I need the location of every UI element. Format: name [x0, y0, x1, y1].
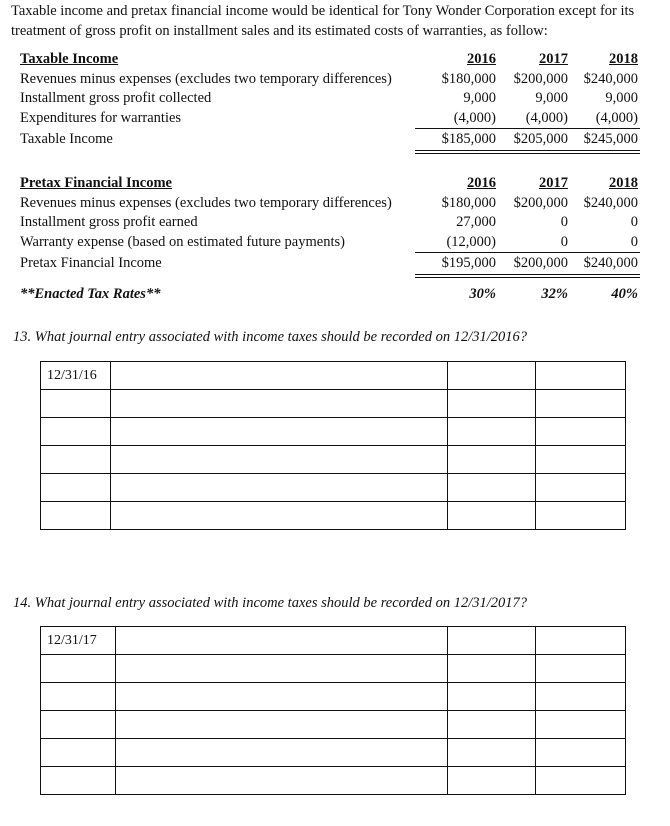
date-cell[interactable] [41, 655, 116, 683]
pretax-total-row [20, 254, 638, 274]
journal-row [41, 655, 626, 683]
debit-cell[interactable] [448, 474, 536, 502]
row-label: Revenues minus expenses (excludes two temporary differences) [20, 194, 392, 211]
journal-entry-table-2016 [40, 361, 626, 530]
journal-row [41, 390, 626, 418]
account-cell[interactable] [115, 711, 447, 739]
date-cell[interactable] [41, 446, 111, 474]
taxable-total-row [20, 130, 638, 150]
journal-row [41, 446, 626, 474]
total-value: $195,000 [441, 255, 496, 271]
credit-cell[interactable] [536, 739, 626, 767]
value: (4,000) [595, 109, 638, 126]
row-label: Installment gross profit earned [20, 214, 198, 230]
debit-cell[interactable] [448, 739, 536, 767]
question-14: 14. What journal entry associated with income taxes should be recorded on 12/31/2017? [13, 595, 528, 611]
taxable-header-row [20, 50, 638, 70]
year-2018: 2018 [609, 175, 638, 191]
taxable-row [20, 109, 638, 129]
journal-row [41, 767, 626, 795]
value: $200,000 [513, 70, 568, 87]
pretax-row [20, 194, 638, 214]
journal-row [41, 711, 626, 739]
credit-cell[interactable] [536, 767, 626, 795]
tax-rates-row [20, 285, 638, 305]
account-cell[interactable] [115, 627, 447, 655]
pretax-row [20, 233, 638, 253]
value: $240,000 [583, 194, 638, 211]
row-label: Warranty expense (based on estimated future payments) [20, 233, 345, 250]
pretax-income-schedule [20, 174, 638, 304]
journal-row [41, 627, 626, 655]
value: 0 [630, 214, 638, 230]
account-cell[interactable] [110, 390, 447, 418]
value: $180,000 [441, 194, 496, 211]
credit-cell[interactable] [536, 655, 626, 683]
date-cell[interactable] [41, 739, 116, 767]
account-cell[interactable] [110, 362, 447, 390]
pretax-title: Pretax Financial Income [20, 175, 172, 191]
journal-row [41, 418, 626, 446]
rate-2018: 40% [611, 285, 638, 302]
date-cell[interactable]: 12/31/17 [41, 627, 116, 655]
debit-cell[interactable] [448, 655, 536, 683]
value: 0 [560, 233, 568, 250]
value: 9,000 [605, 90, 638, 106]
subtotal-rule [415, 128, 640, 129]
question-13: 13. What journal entry associated with income taxes should be recorded on 12/31/2016? [13, 329, 528, 345]
year-2018: 2018 [609, 51, 638, 67]
value: $200,000 [513, 194, 568, 211]
taxable-title: Taxable Income [20, 51, 119, 67]
row-label: Installment gross profit collected [20, 90, 212, 106]
date-cell[interactable] [41, 683, 116, 711]
account-cell[interactable] [110, 418, 447, 446]
date-cell[interactable]: 12/31/16 [41, 362, 111, 390]
credit-cell[interactable] [536, 418, 626, 446]
rate-2017: 32% [541, 285, 568, 302]
year-2017: 2017 [539, 51, 568, 67]
journal-entry-table-2017 [40, 626, 626, 795]
total-value: $205,000 [513, 131, 568, 147]
debit-cell[interactable] [448, 390, 536, 418]
credit-cell[interactable] [536, 390, 626, 418]
pretax-row [20, 213, 638, 233]
account-cell[interactable] [115, 739, 447, 767]
date-cell[interactable] [41, 474, 111, 502]
year-2016: 2016 [467, 175, 496, 191]
date-cell[interactable] [41, 502, 111, 530]
total-double-rule [415, 150, 640, 154]
taxable-row [20, 70, 638, 90]
year-2017: 2017 [539, 175, 568, 191]
account-cell[interactable] [115, 655, 447, 683]
debit-cell[interactable] [448, 683, 536, 711]
account-cell[interactable] [110, 446, 447, 474]
account-cell[interactable] [110, 474, 447, 502]
value: 9,000 [463, 90, 496, 106]
total-double-rule [415, 274, 640, 278]
total-value: $240,000 [583, 255, 638, 271]
journal-row [41, 502, 626, 530]
journal-row [41, 683, 626, 711]
pretax-header-row [20, 174, 638, 194]
total-label: Taxable Income [20, 131, 113, 147]
rate-2016: 30% [469, 285, 496, 302]
year-2016: 2016 [467, 51, 496, 67]
debit-cell[interactable] [448, 767, 536, 795]
value: 0 [560, 214, 568, 230]
credit-cell[interactable] [536, 362, 626, 390]
date-cell[interactable] [41, 767, 116, 795]
taxable-row [20, 89, 638, 109]
journal-row [41, 474, 626, 502]
debit-cell[interactable] [448, 362, 536, 390]
value: $180,000 [441, 70, 496, 87]
intro-paragraph: Taxable income and pretax financial income would be identical for Tony Wonder Corporation except for its treatment of gross profit on installment sales and its estimated costs of warranties, as follow: [11, 3, 635, 39]
journal-row [41, 362, 626, 390]
value: 27,000 [456, 214, 496, 230]
account-cell[interactable] [110, 502, 447, 530]
taxable-income-schedule [20, 50, 638, 150]
total-value: $200,000 [513, 255, 568, 271]
credit-cell[interactable] [536, 446, 626, 474]
credit-cell[interactable] [536, 711, 626, 739]
debit-cell[interactable] [448, 502, 536, 530]
account-cell[interactable] [115, 767, 447, 795]
subtotal-rule [415, 252, 640, 253]
date-cell[interactable] [41, 711, 116, 739]
credit-cell[interactable] [536, 627, 626, 655]
debit-cell[interactable] [448, 446, 536, 474]
value: (4,000) [525, 109, 568, 126]
value: (4,000) [453, 109, 496, 126]
total-value: $185,000 [441, 131, 496, 147]
debit-cell[interactable] [448, 711, 536, 739]
account-cell[interactable] [115, 683, 447, 711]
debit-cell[interactable] [448, 627, 536, 655]
value: 9,000 [535, 90, 568, 106]
credit-cell[interactable] [536, 502, 626, 530]
debit-cell[interactable] [448, 418, 536, 446]
credit-cell[interactable] [536, 683, 626, 711]
date-cell[interactable] [41, 418, 111, 446]
value: (12,000) [446, 233, 496, 250]
total-value: $245,000 [583, 131, 638, 147]
tax-rates-label: **Enacted Tax Rates** [20, 285, 161, 302]
row-label: Expenditures for warranties [20, 109, 182, 126]
journal-row [41, 739, 626, 767]
date-cell[interactable] [41, 390, 111, 418]
value: $240,000 [583, 70, 638, 87]
row-label: Revenues minus expenses (excludes two temporary differences) [20, 70, 392, 87]
total-label: Pretax Financial Income [20, 255, 162, 271]
credit-cell[interactable] [536, 474, 626, 502]
value: 0 [630, 233, 638, 250]
